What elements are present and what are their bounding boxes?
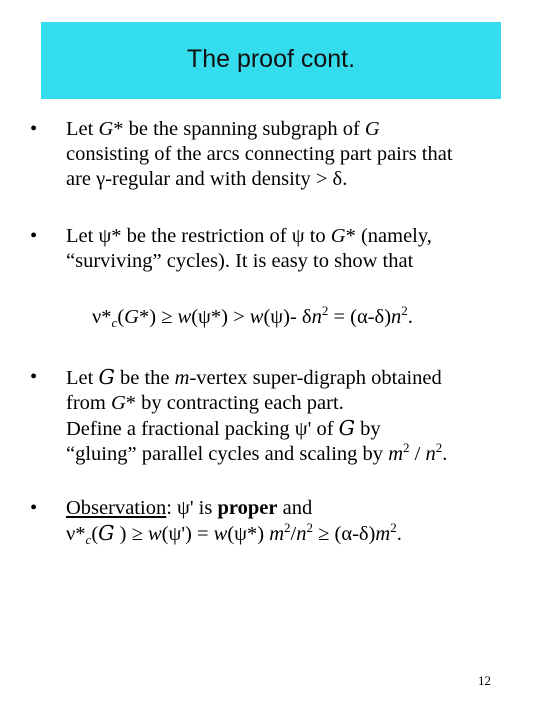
bullet-dot: • (30, 366, 38, 388)
bullet-dot: • (30, 118, 38, 140)
bullet-body (66, 365, 536, 467)
bullet-dot: • (30, 225, 38, 247)
title-box (41, 22, 501, 99)
bullet-line: Let ψ* be the restriction of ψ to G* (namely, (66, 225, 432, 247)
bullet-line: $\nu*_c(G$ ) ≥ w(ψ') = w(ψ*) $m^2/n^2 \ge (\alpha-\delta)m^2$. (66, 520, 402, 547)
bullet-body (66, 117, 536, 192)
bullet-line: Let G be the m-vertex super-digraph obtained (66, 365, 442, 389)
bullet-body (66, 224, 536, 274)
bullet-line: “surviving” cycles). It is easy to show that (66, 250, 414, 272)
bullet-line: are γ-regular and with density > δ. (66, 168, 348, 190)
bullet-body (66, 496, 536, 547)
formula-line: $\nu*_c(G*) \ge w(\psi*) > w(\psi)-$ $\delta n^2 = (\alpha-\delta)n^2$. (92, 303, 413, 330)
bullet-line: “gluing” parallel cycles and scaling by $m^2 / n^2$. (66, 440, 448, 465)
bullet-line: consisting of the arcs connecting part pairs that (66, 143, 453, 165)
bullet-dot: • (30, 497, 38, 519)
bullet-line: Observation: ψ' is proper and (66, 497, 313, 519)
slide-title: The proof cont. (186, 45, 356, 73)
page-number: 12 (478, 673, 491, 688)
bullet-line: Define a fractional packing ψ' of G by (66, 416, 381, 440)
bullet-line: from G* by contracting each part. (66, 392, 344, 414)
bullet-line: Let G* be the spanning subgraph of G (66, 118, 380, 140)
